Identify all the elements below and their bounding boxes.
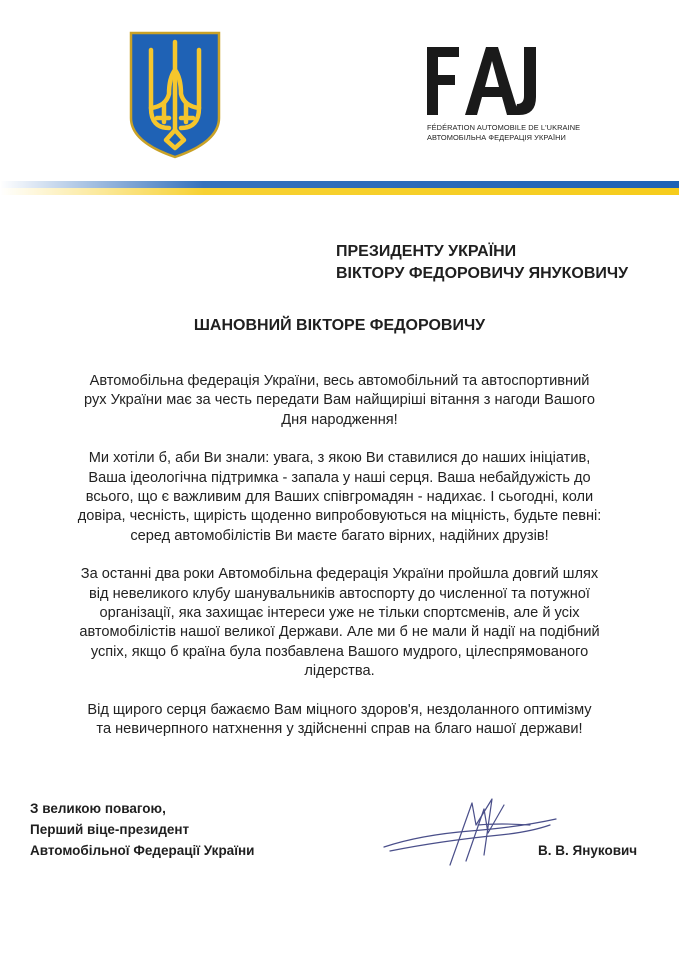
paragraph-support (18, 449, 661, 546)
paragraph-wishes (18, 701, 661, 740)
flag-color-band (0, 181, 679, 201)
addressee-title: ПРЕЗИДЕНТУ УКРАЇНИ (336, 243, 517, 260)
text-line: серед автомобілістів Ви маєте багато вірних, надійних друзів! (130, 527, 549, 544)
text-line: За останні два роки Автомобільна федерація України пройшла довгий шлях (80, 566, 599, 583)
signature (380, 795, 560, 870)
fau-name-french: FÉDÉRATION AUTOMOBILE DE L'UKRAINE (427, 123, 581, 132)
text-line: всього, що є важливим для Ваших співгромадян - надихає. І сьогодні, коли (85, 489, 594, 506)
addressee (336, 241, 628, 285)
text-line: успіх, якщо б країна була позбавлена Вашого мудрого, цілеспрямованого (90, 643, 589, 660)
fau-logo-mark (425, 45, 551, 117)
addressee-name: ВІКТОРУ ФЕДОРОВИЧУ ЯНУКОВИЧУ (336, 265, 629, 282)
paragraph-greeting (18, 372, 661, 430)
coat-of-arms (128, 30, 222, 160)
text-line: лідерства. (304, 663, 375, 680)
text-line: Автомобільна федерація України, весь автомобільний та автоспортивний (89, 373, 590, 389)
text-line: довіра, чесність, щирість щоденно випробовуються на міцність, будьте певні: (77, 508, 602, 525)
text-line: рух України має за честь передати Вам найщиріші вітання з нагоди Вашого (84, 392, 595, 409)
signature-icon (380, 795, 560, 870)
trident-icon (128, 30, 222, 160)
signer-name: В. В. Янукович (538, 843, 638, 858)
text-line: Ваша ідеологічна підтримка - запала у наші серця. Ваша небайдужість до (88, 469, 591, 486)
closing-block (30, 798, 254, 861)
text-line: та невичерпного натхнення у здійсненні справ на благо нашої держави! (96, 721, 583, 738)
text-line: організації, яка захищає інтереси уже не тільки спортсменів, але й усіх (99, 605, 580, 622)
salutation: ШАНОВНИЙ ВІКТОРЕ ФЕДОРОВИЧУ (193, 317, 486, 334)
closing-organization: Автомобільної Федерації України (30, 843, 255, 858)
text-line: автомобілістів нашої великої Держави. Але ми б не мали й надії на подібний (79, 624, 600, 641)
text-line: Дня народження! (281, 411, 398, 428)
fau-logo (425, 45, 581, 155)
closing-regards: З великою повагою, (30, 801, 166, 816)
paragraph-history (18, 565, 661, 681)
closing-position: Перший віце-президент (30, 822, 190, 837)
fau-name-ukrainian: АВТОМОБІЛЬНА ФЕДЕРАЦІЯ УКРАЇНИ (427, 133, 566, 142)
text-line: від невеликого клубу шанувальників автоспорту до численної та потужної (89, 585, 590, 602)
text-line: Ми хотіли б, аби Ви знали: увага, з якою Ви ставилися до наших ініціатив, (88, 450, 591, 467)
letter-body (18, 372, 661, 759)
text-line: Від щирого серця бажаємо Вам міцного здоров'я, нездоланного оптимізму (87, 701, 592, 718)
